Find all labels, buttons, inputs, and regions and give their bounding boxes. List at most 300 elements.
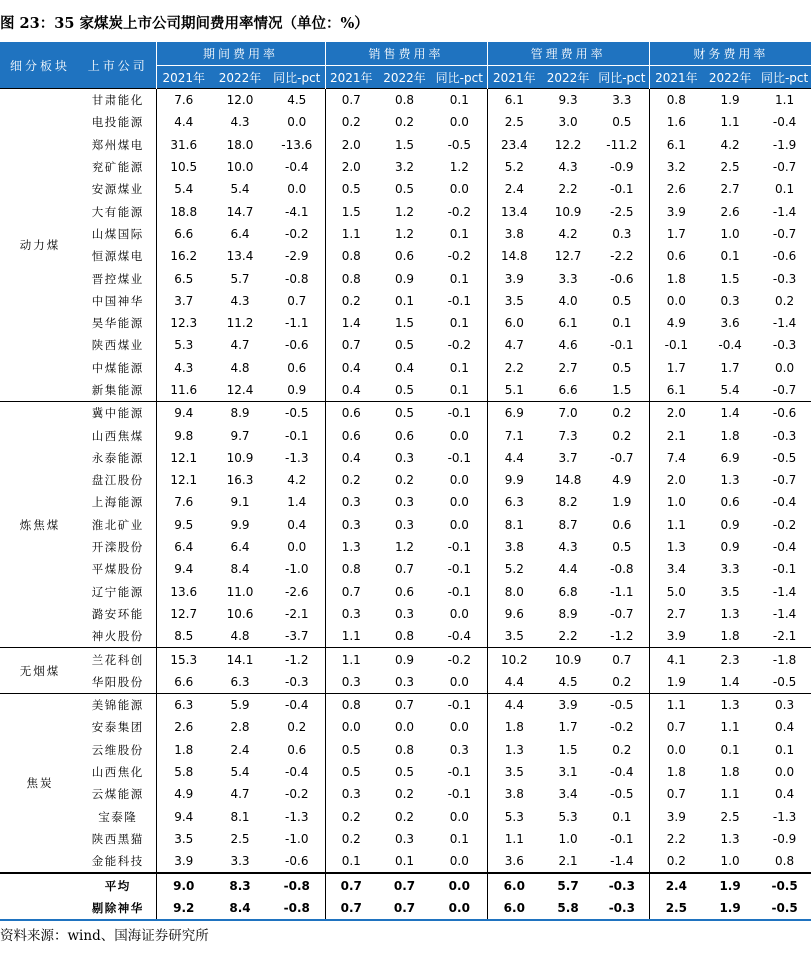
table-cell: 0.2: [649, 850, 703, 873]
table-cell: 0.2: [775, 293, 795, 308]
table-row: [0, 671, 811, 694]
table-cell: 4.1: [649, 648, 703, 671]
table-cell: 7.1: [487, 424, 541, 446]
table-cell: 7.3: [558, 428, 578, 443]
table-cell: 1.6: [649, 111, 703, 133]
table-cell: 5.8: [156, 761, 211, 783]
table-cell: 5.3: [558, 809, 578, 824]
table-cell: -0.1: [610, 338, 634, 353]
table-cell: 4.2: [558, 226, 578, 241]
table-row: [0, 178, 811, 200]
table-cell: 0.9: [720, 540, 740, 555]
table-cell: 4.2: [720, 137, 740, 152]
table-cell: -0.5: [269, 402, 325, 425]
table-cell: -0.6: [772, 249, 797, 264]
table-row: [0, 558, 811, 580]
table-cell: 3.8: [487, 223, 541, 245]
table-cell: 2.6: [720, 204, 740, 219]
header-subcol: 2021年: [649, 66, 703, 89]
header-group-admin-expense: 管理费用率: [487, 42, 649, 66]
table-row: [0, 491, 811, 513]
table-cell: 0.4: [325, 357, 377, 379]
table-cell: -0.2: [432, 648, 487, 671]
table-cell: 0.1: [612, 316, 632, 331]
table-cell: 0.2: [612, 428, 632, 443]
table-cell: -0.5: [772, 674, 797, 689]
segment-label: 无烟煤: [0, 648, 80, 694]
table-cell: -1.4: [772, 204, 797, 219]
table-cell: 6.6: [156, 671, 211, 694]
table-cell: 2.2: [558, 182, 578, 197]
table-cell: -0.5: [772, 450, 797, 465]
table-row: [0, 290, 811, 312]
table-cell: 6.6: [558, 383, 578, 397]
header-subcol: 同比-pct: [269, 66, 325, 89]
table-row: [0, 402, 811, 425]
table-cell: -2.1: [285, 606, 309, 621]
table-cell: 0.0: [449, 182, 469, 197]
table-cell: 0.1: [449, 360, 469, 375]
table-cell: -0.1: [610, 182, 634, 197]
table-cell: 6.0: [487, 873, 541, 896]
table-cell: 6.4: [156, 536, 211, 558]
table-row: [0, 89, 811, 112]
header-subcol: 2021年: [156, 66, 211, 89]
table-row: [0, 514, 811, 536]
table-cell: 1.1: [757, 89, 811, 112]
table-cell: 4.5: [558, 674, 578, 689]
table-cell: 1.2: [394, 226, 415, 241]
table-cell: 14.8: [487, 245, 541, 267]
table-cell: 3.3: [558, 271, 578, 286]
table-cell: 14.8: [554, 473, 582, 488]
table-cell: -0.5: [757, 897, 811, 920]
table-row: [0, 245, 811, 267]
table-cell: 10.9: [554, 204, 582, 219]
table-cell: 1.1: [720, 720, 740, 735]
table-cell: 0.1: [720, 742, 740, 757]
table-cell: 12.3: [156, 312, 211, 334]
table-cell: 1.5: [558, 742, 578, 757]
table-cell: 8.1: [487, 514, 541, 536]
table-cell: 0.2: [325, 111, 377, 133]
table-cell: 1.9: [703, 897, 757, 920]
table-cell: 3.8: [487, 783, 541, 805]
table-cell: 2.6: [649, 178, 703, 200]
table-cell: -0.6: [285, 338, 309, 353]
company-name: 美锦能源: [80, 694, 156, 717]
table-cell: 0.0: [394, 720, 415, 735]
table-cell: 0.6: [287, 360, 307, 375]
table-cell: 0.3: [394, 831, 415, 846]
table-cell: 0.0: [449, 428, 469, 443]
table-cell: 0.4: [287, 517, 307, 532]
header-group-period-expense: 期间费用率: [156, 42, 325, 66]
table-row: [0, 379, 811, 402]
table-cell: 0.1: [449, 271, 469, 286]
table-cell: 0.7: [394, 562, 415, 577]
table-cell: 0.3: [757, 694, 811, 717]
table-cell: 0.8: [325, 558, 377, 580]
table-cell: 0.0: [449, 606, 469, 621]
table-cell: -0.1: [772, 562, 797, 577]
table-cell: 1.2: [449, 160, 469, 175]
table-row: [0, 783, 811, 805]
table-cell: 6.1: [649, 379, 703, 402]
table-cell: 0.7: [325, 89, 377, 112]
table-row: [0, 850, 811, 873]
table-cell: 9.9: [230, 517, 250, 532]
table-cell: 1.9: [612, 495, 632, 510]
table-cell: 0.3: [394, 450, 415, 465]
table-cell: 0.6: [612, 517, 632, 532]
table-row: [0, 312, 811, 334]
table-cell: 0.3: [325, 603, 377, 625]
table-cell: -1.2: [269, 648, 325, 671]
table-row: [0, 806, 811, 828]
table-cell: 0.5: [394, 182, 415, 197]
table-cell: 0.0: [449, 517, 469, 532]
table-cell: -0.1: [447, 540, 471, 555]
table-cell: 8.0: [487, 581, 541, 603]
table-cell: 4.5: [269, 89, 325, 112]
table-cell: -0.8: [269, 873, 325, 896]
table-cell: 4.8: [230, 360, 250, 375]
header-group-finance-expense: 财务费用率: [649, 42, 811, 66]
table-cell: 0.0: [449, 674, 469, 689]
table-cell: -1.3: [285, 450, 309, 465]
table-cell: 1.5: [720, 271, 740, 286]
table-cell: 0.8: [775, 854, 795, 869]
table-cell: 5.0: [649, 581, 703, 603]
table-cell: 18.0: [226, 137, 254, 152]
table-cell: 0.6: [287, 742, 307, 757]
table-row: [0, 694, 811, 717]
company-name: 潞安环能: [91, 606, 144, 621]
segment-label: 焦炭: [0, 694, 80, 874]
table-cell: 0.6: [325, 424, 377, 446]
table-cell: 0.7: [287, 293, 307, 308]
table-cell: -1.1: [285, 316, 309, 331]
table-row: [0, 648, 811, 671]
header-subcol: 2021年: [487, 66, 541, 89]
table-cell: 0.0: [449, 809, 469, 824]
table-cell: 4.9: [612, 473, 632, 488]
table-cell: 6.0: [487, 897, 541, 920]
table-cell: 6.1: [649, 134, 703, 156]
table-cell: 0.1: [449, 383, 469, 397]
source-note: 资料来源：wind、国海证券研究所: [0, 928, 209, 944]
table-cell: 2.0: [649, 402, 703, 425]
table-cell: -1.4: [610, 854, 634, 869]
table-cell: 0.3: [325, 671, 377, 694]
table-cell: 3.9: [487, 267, 541, 289]
table-cell: 4.8: [230, 629, 250, 644]
table-cell: 3.5: [487, 290, 541, 312]
table-cell: -0.3: [772, 338, 797, 353]
table-cell: 9.7: [230, 428, 250, 443]
table-cell: -0.4: [772, 495, 797, 510]
table-cell: 10.5: [156, 156, 211, 178]
table-cell: 12.2: [554, 137, 582, 152]
table-cell: 0.1: [775, 742, 795, 757]
table-cell: 5.4: [230, 765, 250, 780]
table-cell: 0.5: [394, 765, 415, 780]
table-cell: 6.1: [558, 316, 578, 331]
table-cell: 5.4: [156, 178, 211, 200]
table-cell: 0.5: [377, 402, 432, 425]
table-cell: 0.7: [325, 897, 377, 920]
table-cell: 6.0: [487, 312, 541, 334]
table-cell: -0.4: [772, 540, 797, 555]
table-cell: 0.4: [325, 379, 377, 402]
table-row: [0, 223, 811, 245]
header-subcol: 2021年: [325, 66, 377, 89]
company-name: 安源煤业: [91, 182, 144, 197]
company-name: 冀中能源: [80, 402, 156, 425]
table-cell: 2.0: [325, 156, 377, 178]
company-name: 恒源煤电: [91, 249, 144, 264]
table-cell: 6.4: [230, 540, 250, 555]
table-cell: 2.4: [649, 873, 703, 896]
table-cell: 6.9: [487, 402, 541, 425]
table-cell: 3.5: [487, 761, 541, 783]
table-cell: 4.9: [156, 783, 211, 805]
table-cell: 1.7: [649, 223, 703, 245]
table-row: [0, 469, 811, 491]
table-cell: 1.5: [394, 316, 415, 331]
table-cell: 1.5: [394, 137, 415, 152]
table-cell: 8.5: [156, 625, 211, 648]
table-cell: 3.4: [649, 558, 703, 580]
table-cell: 0.8: [394, 629, 415, 644]
table-cell: 0.6: [394, 249, 415, 264]
table-cell: 0.9: [287, 383, 307, 397]
table-cell: 1.4: [703, 402, 757, 425]
company-name: 辽宁能源: [91, 584, 144, 599]
company-name: 金能科技: [91, 854, 144, 869]
table-cell: 1.4: [325, 312, 377, 334]
table-cell: 4.3: [230, 293, 250, 308]
expense-ratio-table-container: [0, 42, 811, 921]
company-name: 上海能源: [91, 495, 144, 510]
table-cell: 3.3: [720, 562, 740, 577]
company-name: 淮北矿业: [91, 517, 144, 532]
table-cell: 0.7: [325, 334, 377, 356]
table-cell: -0.2: [285, 787, 309, 802]
table-cell: 15.3: [156, 648, 211, 671]
table-cell: 0.0: [287, 540, 307, 555]
table-cell: 12.4: [226, 383, 254, 397]
table-cell: -0.1: [649, 334, 703, 356]
table-cell: 0.9: [720, 517, 740, 532]
table-cell: 8.3: [211, 873, 269, 896]
table-cell: 1.4: [720, 674, 740, 689]
company-name: 昊华能源: [91, 316, 144, 331]
table-cell: -1.3: [285, 809, 309, 824]
header-subcol: 2022年: [541, 66, 595, 89]
table-cell: 4.6: [558, 338, 578, 353]
table-cell: 0.0: [775, 765, 795, 780]
table-cell: 2.7: [558, 360, 578, 375]
table-cell: 0.2: [394, 115, 415, 130]
table-cell: -0.2: [285, 226, 309, 241]
table-cell: 0.0: [449, 115, 469, 130]
company-name: 开滦股份: [91, 540, 144, 555]
table-cell: 3.7: [558, 450, 578, 465]
figure-title: 图 23：35 家煤炭上市公司期间费用率情况（单位：%）: [0, 15, 369, 32]
table-cell: 10.2: [487, 648, 541, 671]
company-name: 中国神华: [91, 293, 144, 308]
table-cell: 8.4: [230, 562, 250, 577]
table-cell: 0.5: [394, 338, 415, 353]
header-subcol: 同比-pct: [757, 66, 811, 89]
summary-label: 平均: [80, 873, 156, 896]
table-cell: 11.6: [156, 379, 211, 402]
table-cell: 0.6: [720, 495, 740, 510]
table-cell: 9.8: [156, 424, 211, 446]
table-cell: 0.1: [449, 316, 469, 331]
table-cell: 11.0: [226, 584, 254, 599]
table-cell: 3.5: [487, 625, 541, 648]
table-cell: 14.7: [226, 204, 254, 219]
table-cell: 5.7: [541, 873, 595, 896]
table-cell: 1.8: [487, 716, 541, 738]
table-cell: 4.2: [287, 473, 307, 488]
table-cell: 13.6: [156, 581, 211, 603]
table-cell: 2.7: [720, 182, 740, 197]
table-cell: 3.5: [156, 828, 211, 850]
table-cell: 0.5: [612, 293, 632, 308]
table-cell: 6.5: [156, 267, 211, 289]
company-name: 山西焦煤: [91, 428, 144, 443]
table-cell: 0.7: [325, 873, 377, 896]
table-cell: 1.1: [720, 115, 740, 130]
company-name: 陕西煤业: [91, 338, 144, 353]
table-cell: 2.5: [230, 831, 250, 846]
company-name: 平煤股份: [91, 562, 144, 577]
table-cell: 9.5: [156, 514, 211, 536]
table-cell: 0.0: [432, 897, 487, 920]
table-cell: 9.1: [230, 495, 250, 510]
table-cell: 5.4: [230, 182, 250, 197]
table-cell: 4.3: [230, 115, 250, 130]
table-cell: 3.6: [487, 850, 541, 873]
table-row: [0, 424, 811, 446]
table-cell: 0.1: [775, 182, 795, 197]
table-cell: -0.1: [447, 584, 471, 599]
table-cell: 1.3: [720, 831, 740, 846]
table-cell: -2.5: [610, 204, 634, 219]
table-body: [0, 89, 811, 920]
table-cell: 0.2: [287, 720, 307, 735]
table-cell: 6.3: [156, 694, 211, 717]
table-cell: 0.1: [394, 854, 415, 869]
table-cell: 2.2: [487, 357, 541, 379]
company-name: 兖矿能源: [91, 160, 144, 175]
table-cell: 0.5: [612, 540, 632, 555]
table-cell: 1.0: [558, 831, 578, 846]
table-cell: 1.1: [649, 694, 703, 717]
table-cell: 2.8: [230, 720, 250, 735]
table-cell: 1.3: [720, 606, 740, 621]
table-cell: 9.4: [156, 402, 211, 425]
table-cell: 10.9: [226, 450, 254, 465]
table-cell: 14.1: [211, 648, 269, 671]
table-cell: 0.8: [325, 245, 377, 267]
table-cell: 1.2: [394, 204, 415, 219]
table-cell: 0.5: [612, 115, 632, 130]
table-cell: 3.9: [649, 625, 703, 648]
table-cell: 2.5: [720, 160, 740, 175]
table-cell: 5.3: [487, 806, 541, 828]
table-cell: -3.7: [285, 629, 309, 644]
table-cell: 4.3: [558, 160, 578, 175]
table-cell: 3.4: [558, 787, 578, 802]
table-cell: -0.5: [595, 694, 649, 717]
table-cell: -0.7: [772, 160, 797, 175]
table-row: [0, 156, 811, 178]
table-cell: 0.4: [325, 447, 377, 469]
company-name: 大有能源: [91, 204, 144, 219]
table-cell: 4.7: [487, 334, 541, 356]
table-cell: 1.5: [325, 200, 377, 222]
table-cell: 0.5: [394, 383, 415, 397]
table-cell: 2.0: [649, 469, 703, 491]
table-cell: 2.2: [558, 629, 578, 644]
table-cell: 16.2: [156, 245, 211, 267]
table-cell: -0.6: [757, 402, 811, 425]
table-row: [0, 134, 811, 156]
table-cell: 5.8: [541, 897, 595, 920]
table-cell: 10.0: [226, 160, 254, 175]
table-cell: -0.2: [447, 249, 471, 264]
company-name: 甘肃能化: [80, 89, 156, 112]
table-cell: -0.6: [285, 854, 309, 869]
table-cell: -0.8: [285, 271, 309, 286]
table-cell: 0.7: [595, 648, 649, 671]
company-name: 兰花科创: [80, 648, 156, 671]
summary-row-average: [0, 873, 811, 896]
table-cell: 1.7: [649, 357, 703, 379]
table-cell: 9.0: [156, 873, 211, 896]
table-cell: 0.0: [775, 360, 795, 375]
table-cell: 5.3: [156, 334, 211, 356]
table-cell: 8.9: [558, 606, 578, 621]
header-subcol: 2022年: [377, 66, 432, 89]
table-cell: 2.1: [558, 854, 578, 869]
table-cell: 1.1: [649, 514, 703, 536]
segment-label: 动力煤: [0, 89, 80, 402]
table-cell: 9.3: [541, 89, 595, 112]
table-cell: 2.4: [487, 178, 541, 200]
table-cell: 5.7: [230, 271, 250, 286]
table-cell: 7.0: [541, 402, 595, 425]
table-cell: -0.1: [447, 450, 471, 465]
table-cell: -1.0: [285, 831, 309, 846]
table-cell: 0.1: [449, 831, 469, 846]
table-cell: 8.2: [558, 495, 578, 510]
table-cell: 0.4: [394, 360, 415, 375]
table-cell: 1.8: [720, 765, 740, 780]
table-cell: 0.1: [394, 293, 415, 308]
table-cell: 2.4: [230, 742, 250, 757]
table-cell: 0.1: [720, 249, 740, 264]
table-cell: 2.6: [156, 716, 211, 738]
table-cell: 0.0: [449, 854, 469, 869]
company-name: 云维股份: [91, 742, 144, 757]
table-cell: -0.3: [595, 897, 649, 920]
